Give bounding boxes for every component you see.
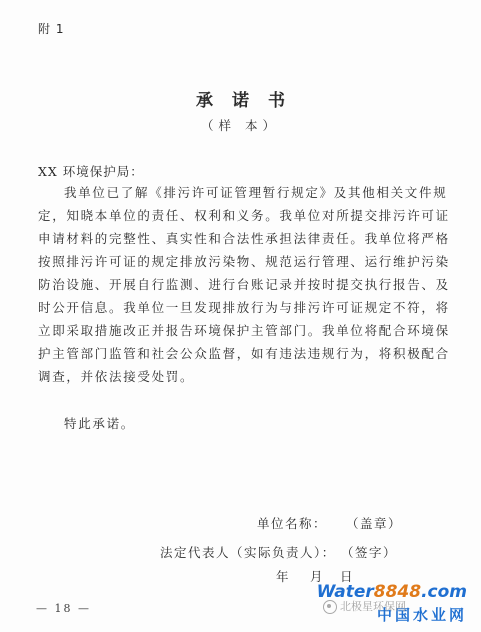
body-line: 定，知晓本单位的责任、权利和义务。我单位对所提交排污许可证: [38, 208, 450, 223]
unit-name-label: 单位名称：: [257, 516, 328, 531]
signature-placeholder: （签字）: [341, 545, 398, 560]
body-line: 时公开信息。我单位一旦发现排放行为与排污许可证规定不符，将: [38, 300, 450, 315]
body-line: 立即采取措施改正并报告环境保护主管部门。我单位将配合环境保: [38, 323, 450, 338]
body-line: 调查，并依法接受处罚。: [38, 369, 195, 384]
watermark-site-name: 中国水业网: [376, 606, 467, 624]
date-month-label: 月: [310, 569, 323, 584]
document-title: 承诺书: [196, 91, 304, 111]
watermark-brand-number: 8848: [373, 582, 422, 602]
watermark-overlay: [323, 598, 406, 614]
document-subtitle: （样 本）: [201, 118, 280, 133]
unit-seal-placeholder: （盖章）: [346, 516, 403, 531]
body-line: 按照排污许可证的规定排放污染物、规范运行管理、运行维护污染: [38, 254, 450, 269]
body-line: 护主管部门监管和社会公众监督，如有违法违规行为，将积极配合: [38, 346, 450, 361]
date-year-label: 年: [276, 569, 289, 584]
closing-statement: 特此承诺。: [64, 416, 136, 431]
body-paragraph: [38, 181, 448, 388]
watermark: [316, 582, 473, 628]
watermark-brand-prefix: Water: [316, 582, 374, 602]
watermark-brand-suffix: .com: [421, 582, 467, 602]
addressee: XX 环境保护局：: [38, 164, 144, 179]
watermark-overlay-text: 北极星环保网: [340, 600, 406, 613]
attachment-label: 附 1: [38, 22, 65, 36]
body-line: 防治设施、开展自行监测、进行台账记录并按时提交执行报告、及: [38, 277, 450, 292]
body-line: 我单位已了解《排污许可证管理暂行规定》及其他相关文件规: [64, 185, 448, 200]
page-number: — 18 —: [36, 602, 91, 615]
wechat-icon: [323, 600, 337, 614]
body-line: 申请材料的完整性、真实性和合法性承担法律责任。我单位将严格: [38, 231, 450, 246]
legal-rep-label: 法定代表人（实际负责人）：: [160, 545, 336, 560]
date-day-label: 日: [340, 569, 353, 584]
